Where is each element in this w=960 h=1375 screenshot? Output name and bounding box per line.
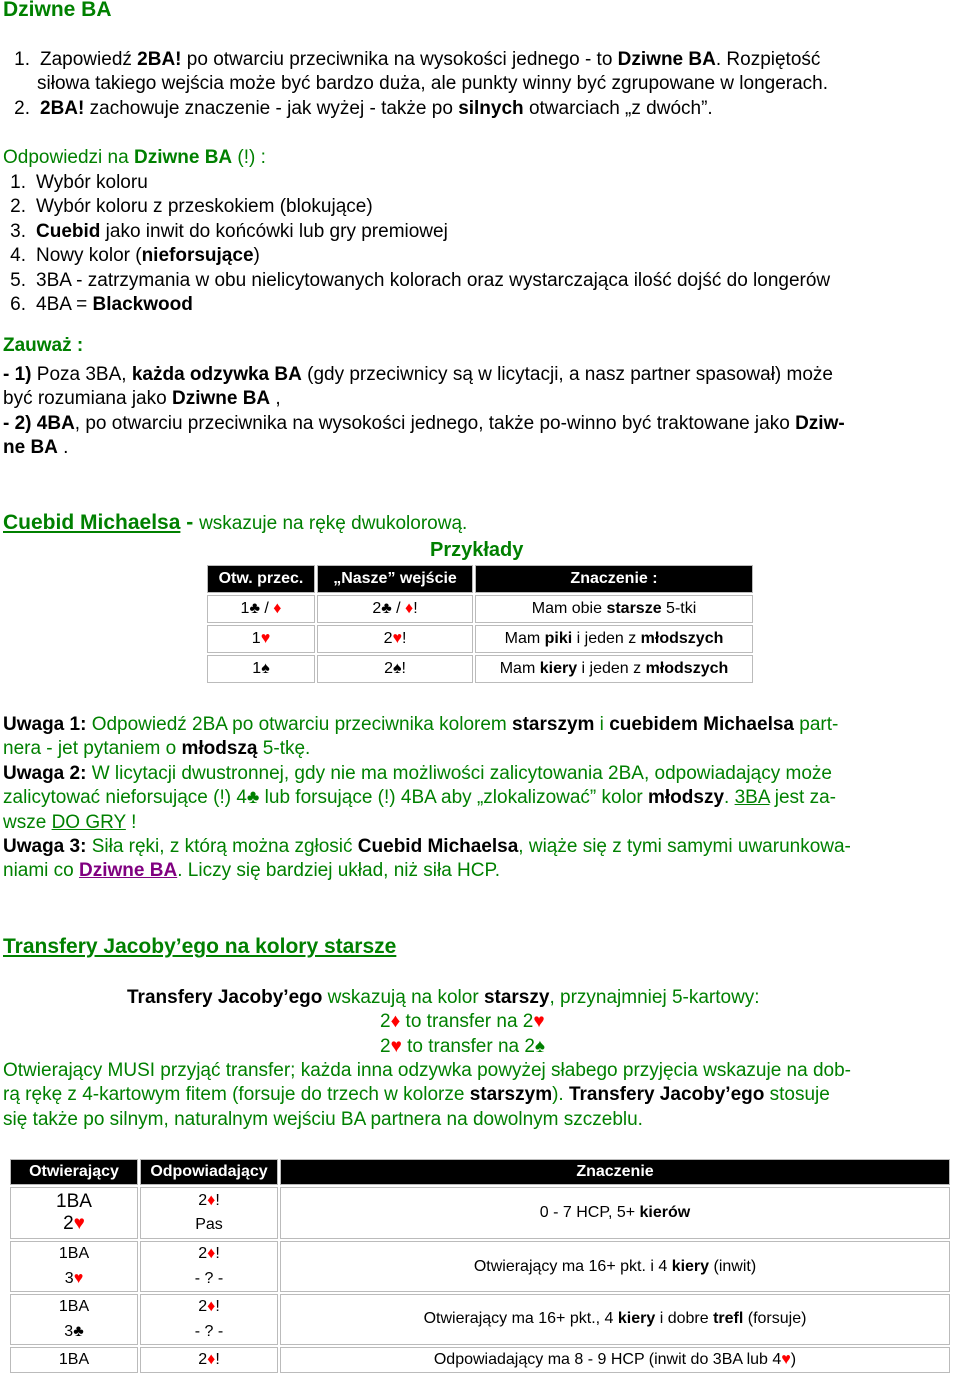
table-row: 1♥ 2♥! Mam piki i jeden z młodszych (207, 625, 753, 653)
note-heading: Zauważ : (3, 335, 84, 356)
table-header: Otw. przec. (207, 565, 315, 593)
jacoby-heading: Transfery Jacoby’ego na kolory starsze (3, 935, 397, 958)
jacoby-intro: Transfery Jacoby’ego wskazują na kolor starszy, przynajmniej 5-kartowy: (127, 987, 760, 1008)
link-3ba[interactable]: 3BA (734, 787, 770, 809)
intro-list (0, 48, 960, 121)
response-item: 6. 4BA = Blackwood (10, 293, 193, 315)
table-header: Znaczenie : (475, 565, 753, 593)
response-item: 3. Cuebid jako inwit do końcówki lub gry premiowej (10, 220, 448, 242)
table-row: 1♣ / ♦ 2♣ / ♦! Mam obie starsze 5-tki (207, 595, 753, 623)
note-body: - 1) Poza 3BA, każda odzywka BA (gdy przeciwnicy są w licytacji, a nasz partner spasował) może być rozumiana jako Dziwne BA , - 2) 4BA, po otwarciu przeciwnika na wysokości jednego, także po-winno być traktowane jako Dziw- ne BA . (3, 364, 845, 459)
notes-block: Uwaga 1: Odpowiedź 2BA po otwarciu przeciwnika kolorem starszym i cuebidem Michaelsa part- nera - jet pytaniem o młodszą 5-tkę. Uwaga 2: W licytacji dwustronnej, gdy nie ma możliwości zalicytowania 2BA, odpowiadający może zalicytować nieforsujące (!) 4♣ lub forsujące (!) 4BA aby „zlokalizować” kolor młodszy. 3BA jest za- wsze DO GRY ! Uwaga 3: Siła ręki, z którą można zgłosić Cuebid Michaelsa, wiąże się z tymi samymi uwarunkowa- niami co Dziwne BA. Liczy się bardziej układ, niż siła HCP. (3, 714, 851, 882)
intro-item-1: 1. Zapowiedź 2BA! po otwarciu przeciwnika na wysokości jednego - to Dziwne BA. Rozpiętość (14, 49, 821, 70)
page-title: Dziwne BA (3, 0, 112, 21)
link-dziwne-ba[interactable]: Dziwne BA (79, 860, 178, 882)
response-item: 5. 3BA - zatrzymania w obu nielicytowanych kolorach oraz wystarczająca ilość dojść do longerów (10, 269, 831, 291)
response-item: 4. Nowy kolor (nieforsujące) (10, 245, 260, 267)
response-item: 1. Wybór koloru (10, 172, 148, 193)
jacoby-table (8, 1157, 952, 1375)
michaels-heading: Cuebid Michaelsa - wskazuje na rękę dwukolorową. (3, 511, 468, 534)
michaels-table (205, 563, 755, 685)
transfer-2: 2♥ to transfer na 2♠ (380, 1036, 546, 1057)
table-row: 1BA 3♣ 2♦! - ? - Otwierający ma 16+ pkt., 4 kiery i dobre trefl (forsuje) (10, 1294, 950, 1345)
intro-item-2: 2. 2BA! zachowuje znaczenie - jak wyżej - także po silnych otwarciach „z dwóch”. (14, 97, 713, 119)
table-header: Otwierający (10, 1159, 138, 1185)
link-do-gry[interactable]: DO GRY (51, 811, 126, 833)
responses-heading: Odpowiedzi na Dziwne BA (!) : (3, 147, 266, 168)
transfer-1: 2♦ to transfer na 2♥ (380, 1011, 545, 1032)
responses-list (0, 171, 830, 317)
table-row: 1♠ 2♠! Mam kiery i jeden z młodszych (207, 655, 753, 683)
table-header: Znaczenie (280, 1159, 950, 1185)
table-header: Odpowiadający (140, 1159, 278, 1185)
table-row: 1BA 2♦! Odpowiadający ma 8 - 9 HCP (inwit do 3BA lub 4♥) (10, 1347, 950, 1373)
intro-item-1-line2: siłowa takiego wejścia może być bardzo duża, ale punkty winny być zgrupowane w longerach. (37, 73, 829, 95)
response-item: 2. Wybór koloru z przeskokiem (blokujące) (10, 196, 373, 218)
table-row: 1BA 2♥ 2♦! Pas 0 - 7 HCP, 5+ kierów (10, 1187, 950, 1239)
table-row: 1BA 3♥ 2♦! - ? - Otwierający ma 16+ pkt. i 4 kiery (inwit) (10, 1241, 950, 1292)
jacoby-paragraph: Otwierający MUSI przyjąć transfer; każda inna odzywka powyżej słabego przyjęcia wskazuje na dob- rą rękę z 4-kartowym fitem (forsuje do trzech w kolorze starszym). Transfery Jacoby’ego stosuje się także po silnym, naturalnym wejściu BA partnera na dowolnym szczeblu. (3, 1060, 851, 1130)
table-header: „Nasze” wejście (317, 565, 473, 593)
examples-title: Przykłady (430, 539, 524, 561)
